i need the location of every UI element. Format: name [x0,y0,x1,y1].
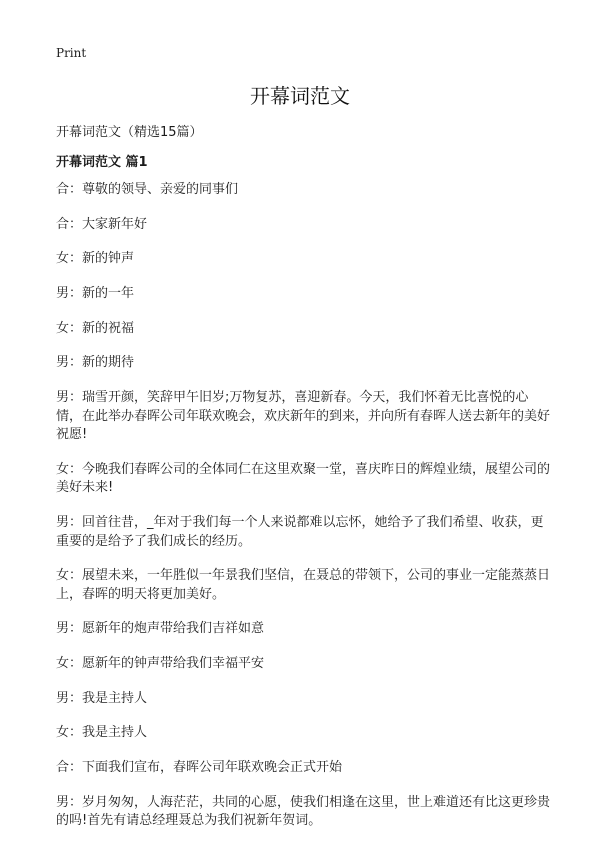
paragraph: 女：新的钟声 [56,251,135,267]
paragraph: 男：新的期待 [56,355,135,371]
print-link[interactable]: Print [56,46,87,60]
document-title: 开幕词范文 [250,84,350,108]
paragraph: 合：大家新年好 [56,216,148,232]
paragraph: 女：我是主持人 [56,725,148,741]
paragraph: 男：愿新年的炮声带给我们吉祥如意 [56,621,265,637]
paragraph: 女：展望未来，一年胜似一年景我们坚信，在聂总的带领下，公司的事业一定能蒸蒸日上，春晖的明天将更加美好。 [56,568,551,602]
paragraph: 合：尊敬的领导、亲爱的同事们 [56,182,239,197]
paragraph: 女：今晚我们春晖公司的全体同仁在这里欢聚一堂，喜庆昨日的辉煌业绩，展望公司的美好未来! [56,461,551,496]
paragraph: 男：瑞雪开颜，笑辞甲午旧岁;万物复苏，喜迎新春。今天，我们怀着无比喜悦的心情，在此举办春晖公司年联欢晚会，欢庆新年的到来，并向所有春晖人送去新年的美好祝愿! [56,390,551,443]
paragraph: 合：下面我们宣布，春晖公司年联欢晚会正式开始 [56,760,343,776]
paragraph: 女：愿新年的钟声带给我们幸福平安 [56,656,265,672]
paragraph: 男：我是主持人 [56,690,148,706]
section-heading: 开幕词范文 篇1 [56,155,148,170]
paragraph: 男：回首往昔，_年对于我们每一个人来说都难以忘怀，她给予了我们希望、收获，更重要的是给予了我们成长的经历。 [56,515,544,549]
paragraph: 男：岁月匆匆，人海茫茫，共同的心愿，使我们相逢在这里，世上难道还有比这更珍贵的吗!首先有请总经理聂总为我们祝新年贺词。 [56,794,551,829]
document-subtitle: 开幕词范文（精选15篇） [56,125,203,140]
paragraph: 男：新的一年 [56,286,135,302]
paragraph: 女：新的祝福 [56,320,135,336]
document-body [56,181,554,847]
